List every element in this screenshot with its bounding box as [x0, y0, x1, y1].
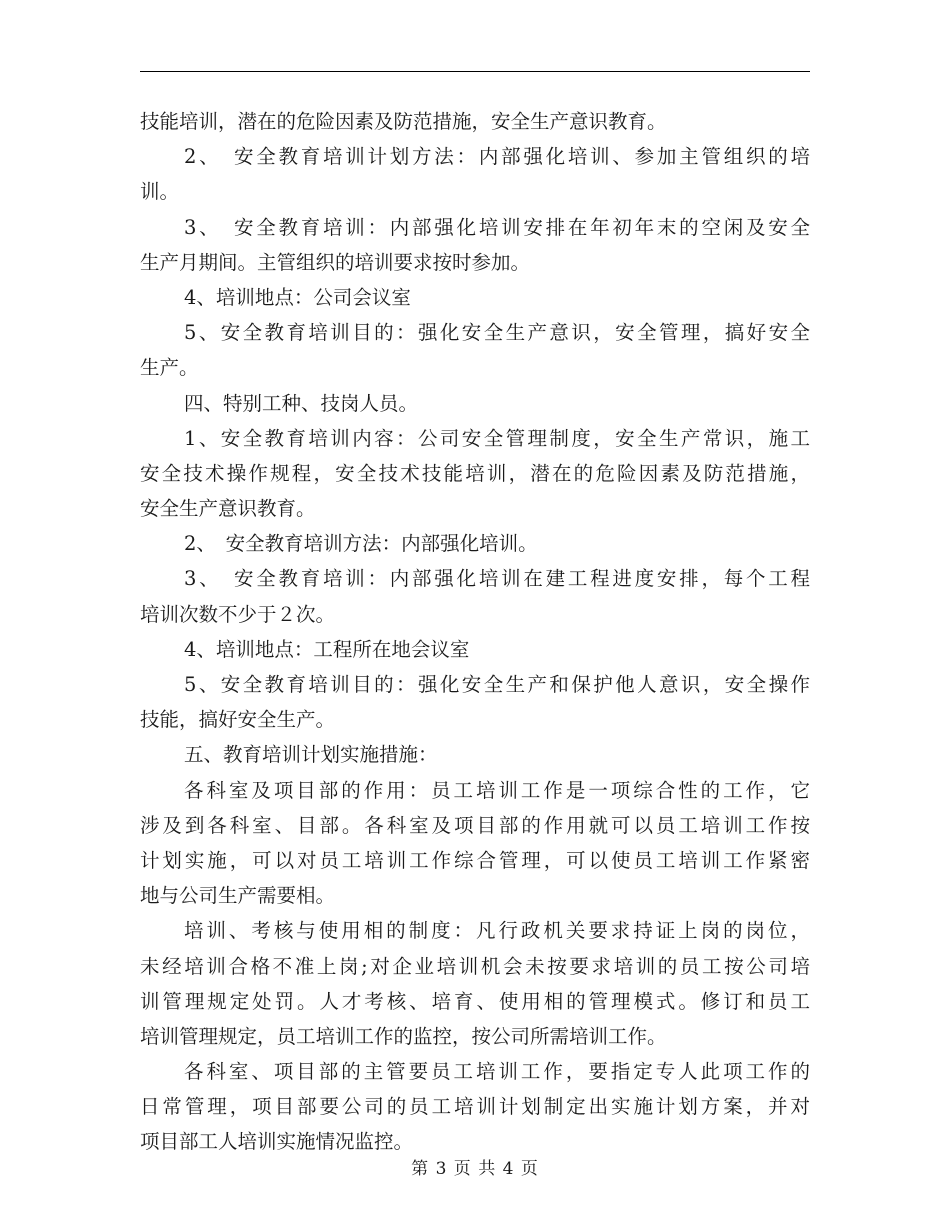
text-line: 3、 安全教育培训：内部强化培训安排在年初年末的空闲及安全 — [184, 215, 810, 239]
page-number-footer: 第 3 页 共 4 页 — [411, 1159, 539, 1179]
text-line: 地与公司生产需要相。 — [140, 884, 336, 908]
text-line: 技能培训，潜在的危险因素及防范措施，安全生产意识教育。 — [140, 110, 667, 133]
text-line: 训。 — [140, 180, 180, 204]
text-line: 培训管理规定，员工培训工作的监控，按公司所需培训工作。 — [140, 1024, 667, 1048]
text-line: 培训、考核与使用相的制度：凡行政机关要求持证上岗的岗位， — [184, 919, 810, 943]
text-line: 未经培训合格不准上岗;对企业培训机会未按要求培训的员工按公司培 — [140, 954, 810, 978]
text-line: 安全技术操作规程，安全技术技能培训，潜在的危险因素及防范措施， — [140, 461, 810, 485]
document-body — [140, 104, 810, 1160]
text-line: 训管理规定处罚。人才考核、培育、使用相的管理模式。修订和员工 — [140, 989, 810, 1013]
text-line: 1、安全教育培训内容：公司安全管理制度，安全生产常识，施工 — [184, 426, 810, 450]
text-line: 技能，搞好安全生产。 — [140, 708, 336, 732]
text-line: 4、培训地点：公司会议室 — [184, 285, 411, 309]
section-heading: 五、教育培训计划实施措施： — [184, 743, 438, 767]
text-line: 各科室及项目部的作用：员工培训工作是一项综合性的工作，它 — [184, 778, 810, 802]
text-line: 生产月期间。主管组织的培训要求按时参加。 — [140, 250, 531, 274]
text-line: 2、 安全教育培训方法：内部强化培训。 — [184, 532, 538, 556]
text-line: 计划实施，可以对员工培训工作综合管理，可以使员工培训工作紧密 — [140, 848, 810, 872]
text-line: 涉及到各科室、目部。各科室及项目部的作用就可以员工培训工作按 — [140, 813, 810, 837]
text-line: 生产。 — [140, 356, 199, 380]
text-line: 3、 安全教育培训：内部强化培训在建工程进度安排，每个工程 — [184, 567, 810, 591]
text-line: 5、安全教育培训目的：强化安全生产和保护他人意识，安全操作 — [184, 673, 810, 696]
header-rule — [140, 71, 810, 72]
text-line: 项目部工人培训实施情况监控。 — [140, 1130, 414, 1154]
text-line: 安全生产意识教育。 — [140, 497, 316, 521]
text-line: 培训次数不少于２次。 — [140, 602, 336, 626]
text-line: 2、 安全教育培训计划方法：内部强化培训、参加主管组织的培 — [184, 145, 810, 169]
text-line: 各科室、项目部的主管要员工培训工作，要指定专人此项工作的 — [184, 1060, 810, 1084]
text-line: 5、安全教育培训目的：强化安全生产意识，安全管理，搞好安全 — [184, 321, 810, 345]
text-line: 4、培训地点：工程所在地会议室 — [184, 637, 470, 661]
text-line: 日常管理，项目部要公司的员工培训计划制定出实施计划方案，并对 — [140, 1095, 810, 1119]
section-heading: 四、特别工种、技岗人员。 — [184, 391, 419, 415]
